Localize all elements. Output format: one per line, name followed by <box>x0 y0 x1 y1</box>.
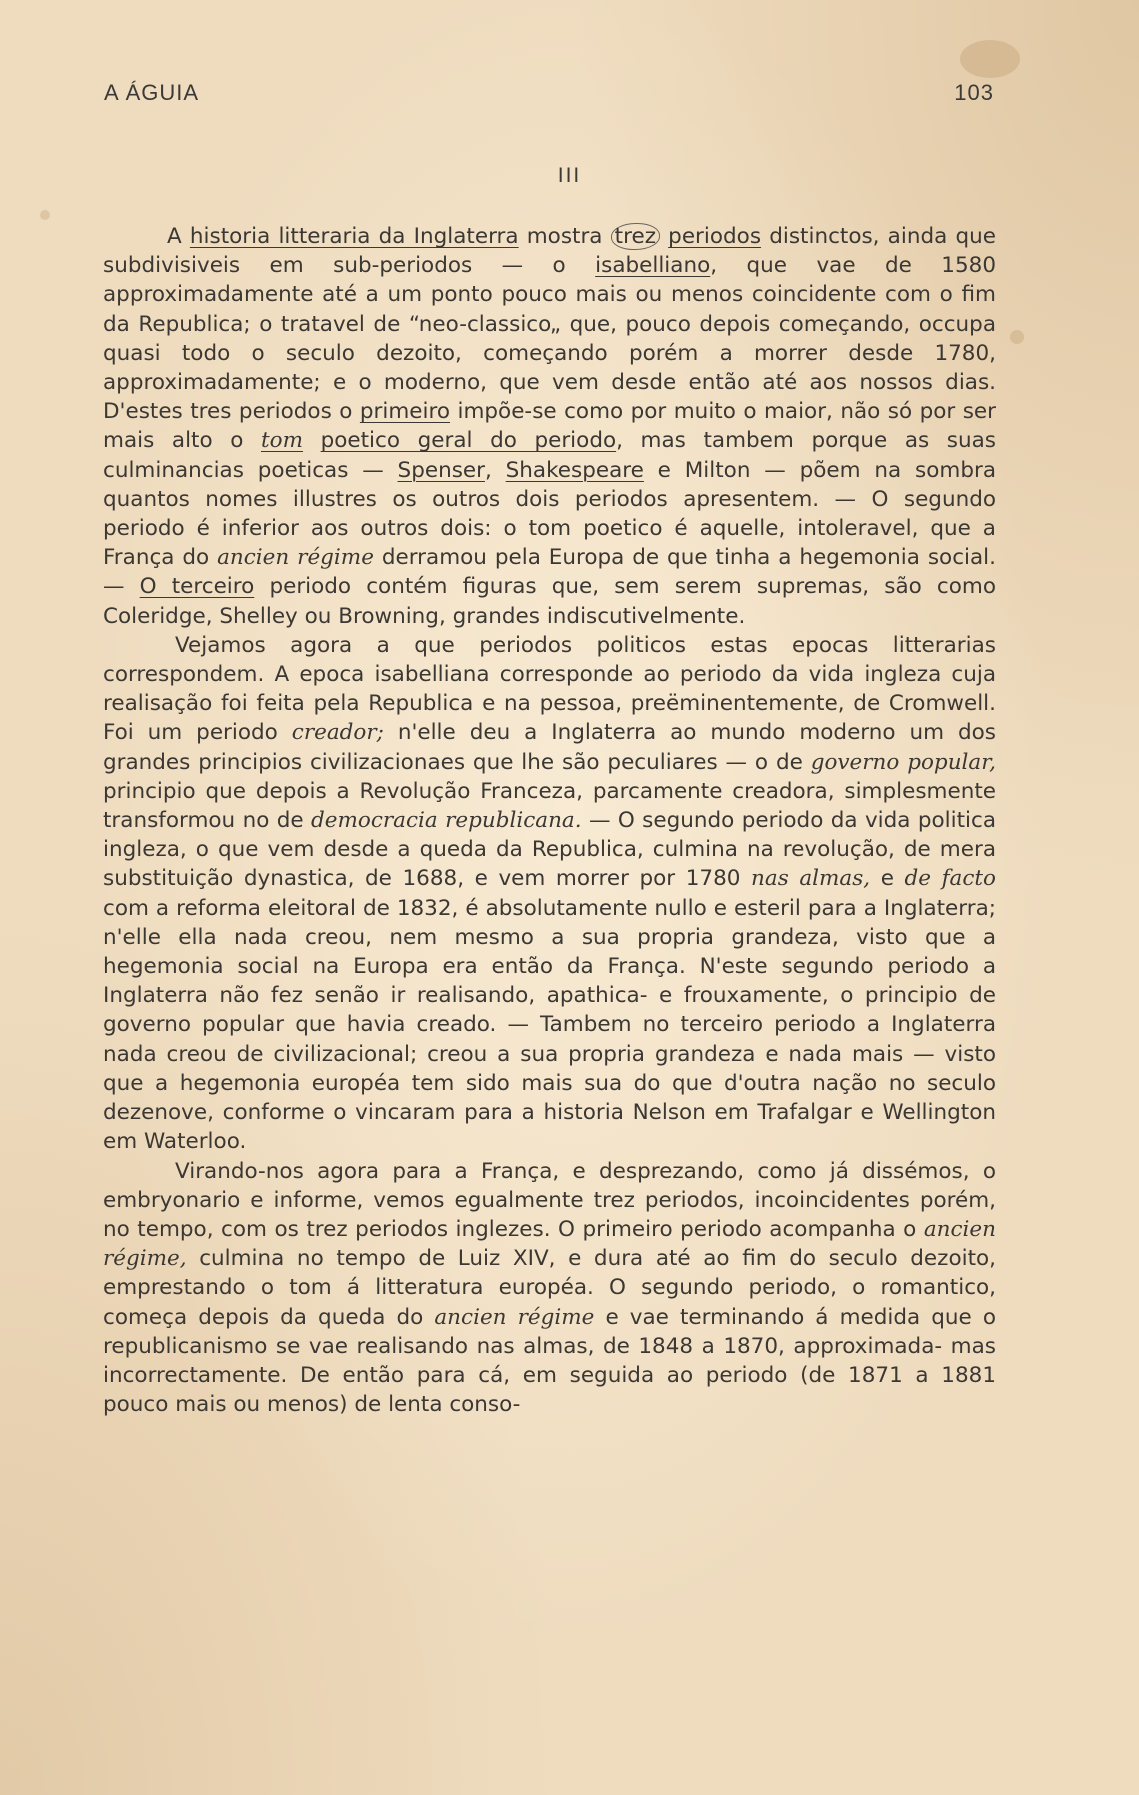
article-body <box>103 222 996 1419</box>
page-number: 103 <box>954 80 994 105</box>
text-run: periodo contém figuras que, sem serem supremas, são como Coleridge, Shelley ou Browning, grandes indiscutivelmente. <box>103 574 996 629</box>
italic-phrase: tom <box>261 428 303 454</box>
underlined-phrase: periodos <box>668 224 762 249</box>
paragraph <box>103 222 996 631</box>
italic-phrase: governo popular, <box>810 749 996 775</box>
text-run: culmina no tempo de Luiz XIV, e dura até ao fim do seculo dezoito, emprestando o tom á litteratura européa. O segundo periodo, o romantico, começa depois da queda do <box>103 1246 996 1330</box>
text-run: Vejamos agora a que periodos politicos estas epocas litterarias correspondem. A epoca isabelliana corresponde ao periodo da vida ingleza cuja realisação foi feita pela Republica e na pessoa, preëminentemente, de Cromwell. Foi um periodo <box>103 632 996 746</box>
paper-stain <box>960 40 1020 78</box>
italic-phrase: ancien régime <box>217 545 374 571</box>
running-head <box>104 80 994 110</box>
text-run: impõe-se como por muito o maior, não só por ser mais alto o <box>103 399 996 454</box>
underlined-phrase: Shakespeare <box>505 457 644 483</box>
underlined-phrase: poetico geral do periodo <box>320 428 617 454</box>
italic-phrase: nas almas, <box>751 866 871 892</box>
text-run: e Milton — põem na sombra quantos nomes illustres os outros dois periodos apresentem. — O segundo periodo é inferior aos outros dois: o tom poetico é aquelle, intoleravel, que a França do <box>103 457 996 571</box>
underlined-phrase: O terceiro <box>139 574 255 600</box>
text-run: — O segundo periodo da vida politica ingleza, o que vem desde a queda da Republica, culmina na revolução, de mera substituição dynastica, de 1688, e vem morrer por 1780 <box>103 808 997 892</box>
circled-word: trez <box>611 223 660 250</box>
text-run <box>303 428 321 453</box>
paper-stain <box>40 210 50 220</box>
paper-stain <box>1010 330 1024 344</box>
text-run: principio que depois a Revolução Franceza, parcamente creadora, simplesmente transformou no de <box>103 778 996 834</box>
paragraph <box>103 1157 996 1420</box>
text-run: Virando-nos agora para a França, e desprezando, como já dissémos, o embryonario e informe, vemos egualmente trez periodos, incoincidentes porém, no tempo, com os trez periodos inglezes. O primeiro periodo acompanha o <box>103 1158 996 1242</box>
italic-phrase: creador; <box>291 720 384 746</box>
underlined-phrase: Spenser <box>397 457 485 483</box>
section-number: III <box>557 164 582 187</box>
italic-phrase: democracia republicana. <box>311 808 582 834</box>
paragraph <box>103 631 996 1157</box>
text-run: com a reforma eleitoral de 1832, é absolutamente nullo e esteril para a Inglaterra; n'elle ella nada creou, nem mesmo a sua propria grandeza, visto que a hegemonia social na Europa era então da França. N'este segundo periodo a Inglaterra não fez senão ir realisando, apathica- e frouxamente, o principio de governo popular que havia creado. — Tambem no terceiro periodo a Inglaterra nada creou de civilizacional; creou a sua propria grandeza e nada mais — visto que a hegemonia européa tem sido mais sua do que d'outra nação no seculo dezenove, conforme o vincaram para a historia Nelson em Trafalgar e Wellington em Waterloo. <box>103 895 996 1155</box>
text-run: , que vae de 1580 approximadamente até a um ponto pouco mais ou menos coincidente com o fim da Republica; o tratavel de “neo-classico„ que, pouco depois começando, occupa quasi todo o seculo dezoito, começando porém a morrer desde 1780, approximadamente; e o moderno, que vem desde então até aos nossos dias. D'estes tres periodos o <box>103 253 997 425</box>
italic-phrase: ancien régime <box>434 1304 595 1330</box>
text-run: distinctos, ainda que subdivisiveis em sub-periodos — o <box>103 224 996 279</box>
text-run: derramou pela Europa de que tinha a hegemonia social. — <box>103 545 996 600</box>
text-run: n'elle deu a Inglaterra ao mundo moderno um dos grandes principios civilizacionaes que lhe são peculiares — o de <box>103 720 996 775</box>
italic-phrase: de facto <box>904 866 996 892</box>
journal-title: A ÁGUIA <box>104 80 200 105</box>
text-run: e <box>870 866 905 892</box>
text-run: , mas tambem porque as suas culminancias poeticas — <box>103 428 997 483</box>
text-run: , <box>484 457 506 483</box>
underlined-phrase: primeiro <box>359 399 451 425</box>
italic-phrase: ancien régime, <box>103 1216 996 1272</box>
text-run: e vae terminando á medida que o republicanismo se vae realisando nas almas, de 1848 a 1870, approximada- mas incorrectamente. De então para cá, em seguida ao periodo (de 1871 a 1881 pouco mais ou menos) de lenta conso- <box>103 1304 996 1418</box>
underlined-phrase: isabelliano <box>595 253 711 279</box>
underlined-phrase: historia litteraria da Inglaterra <box>189 224 519 249</box>
text-run: A <box>167 224 190 249</box>
text-run: mostra <box>518 224 611 249</box>
text-run <box>660 224 668 249</box>
